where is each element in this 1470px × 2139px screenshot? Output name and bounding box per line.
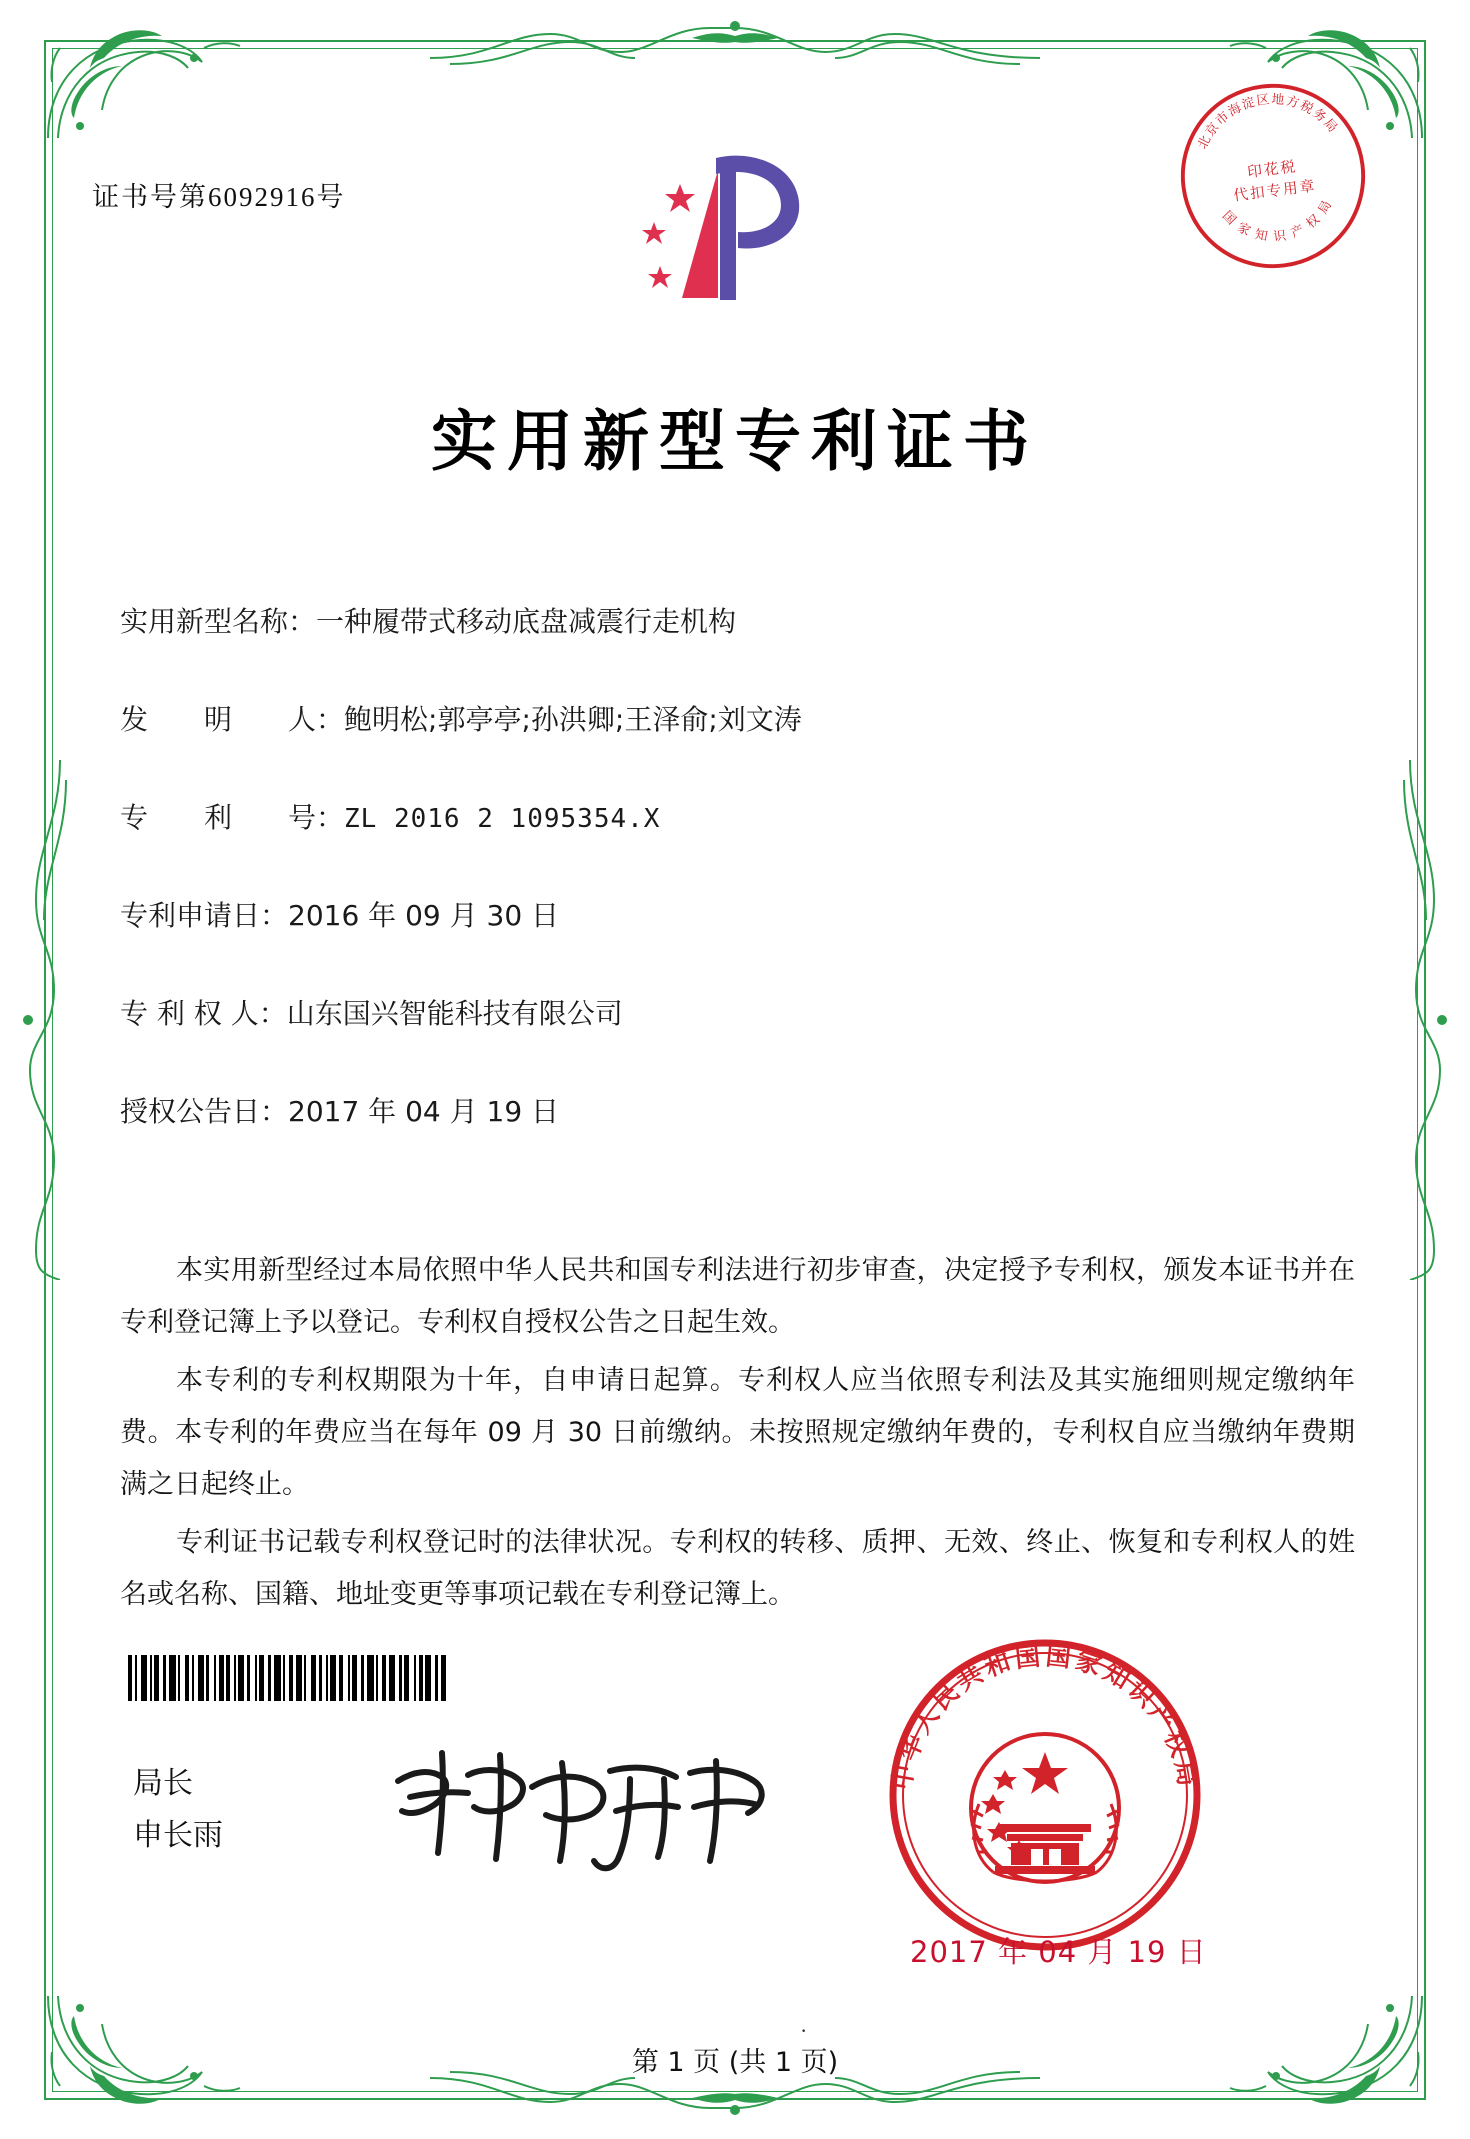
director-title-label: 局长: [133, 1766, 193, 1801]
svg-text:印花税: 印花税: [1246, 158, 1299, 182]
field-label: 发 明 人：: [120, 703, 345, 736]
svg-text:代扣专用章: 代扣专用章: [1232, 177, 1318, 205]
field-label: 实用新型名称：: [120, 605, 317, 638]
field-value: 鲍明松;郭亭亭;孙洪卿;王泽俞;刘文涛: [344, 703, 802, 736]
edge-ornament-top-icon: [430, 18, 1040, 68]
field-label: 授权公告日：: [120, 1095, 289, 1128]
tax-stamp: [1164, 67, 1382, 285]
svg-text:国 家 知 识 产 权 局: 国 家 知 识 产 权 局: [1218, 197, 1336, 246]
corner-ornament-top-left-icon: [44, 22, 244, 142]
cnipa-logo-icon: [620, 140, 820, 320]
footer-dot: ·: [800, 2018, 808, 2043]
field-value: 2017 年 04 月 19 日: [288, 1095, 560, 1128]
seal-date: 2017 年 04 月 19 日: [910, 1935, 1207, 1969]
official-seal: [880, 1630, 1210, 1960]
svg-text:北京市海淀区地方税务局: 北京市海淀区地方税务局: [1195, 92, 1341, 152]
field-row: [120, 796, 1350, 836]
field-value: 2016 年 09 月 30 日: [288, 899, 560, 932]
edge-ornament-left-icon: [20, 760, 70, 1280]
field-row: [120, 992, 1350, 1032]
barcode: [128, 1655, 548, 1701]
body-paragraph: 专利证书记载专利权登记时的法律状况。专利权的转移、质押、无效、终止、恢复和专利权人的姓名或名称、国籍、地址变更等事项记载在专利登记簿上。: [120, 1527, 1355, 1610]
svg-text:中华人民共和国国家知识产权局: 中华人民共和国国家知识产权局: [886, 1641, 1204, 1793]
certificate-number: 证书号第6092916号: [92, 182, 346, 212]
field-row: [120, 698, 1350, 738]
handwritten-signature-icon: [380, 1735, 780, 1875]
field-value: 一种履带式移动底盘减震行走机构: [316, 605, 737, 638]
field-value: 山东国兴智能科技有限公司: [286, 997, 623, 1030]
page-title: 实用新型专利证书: [431, 403, 1039, 480]
field-label: 专 利 权 人：: [120, 997, 287, 1030]
certificate-body: [120, 1245, 1355, 1627]
field-label: 专 利 号：: [120, 801, 345, 834]
signature-labels: [133, 1758, 223, 1862]
page-footer: 第 1 页 (共 1 页): [631, 2047, 839, 2078]
body-paragraph: 本实用新型经过本局依照中华人民共和国专利法进行初步审查，决定授予专利权，颁发本证书并在专利登记簿上予以登记。专利权自授权公告之日起生效。: [120, 1255, 1355, 1338]
certificate-fields: [120, 600, 1350, 1188]
body-paragraph: 本专利的专利权期限为十年，自申请日起算。专利权人应当依照专利法及其实施细则规定缴纳年费。本专利的年费应当在每年 09 月 30 日前缴纳。未按照规定缴纳年费的，专利权自应当缴纳年费期满之日起终止。: [120, 1365, 1355, 1500]
edge-ornament-right-icon: [1400, 760, 1450, 1280]
field-row: [120, 894, 1350, 934]
field-value: ZL 2016 2 1095354.X: [344, 804, 661, 834]
field-row: [120, 1090, 1350, 1130]
field-row: [120, 600, 1350, 640]
field-label: 专利申请日：: [120, 899, 289, 932]
director-name-label: 申长雨: [133, 1818, 223, 1853]
